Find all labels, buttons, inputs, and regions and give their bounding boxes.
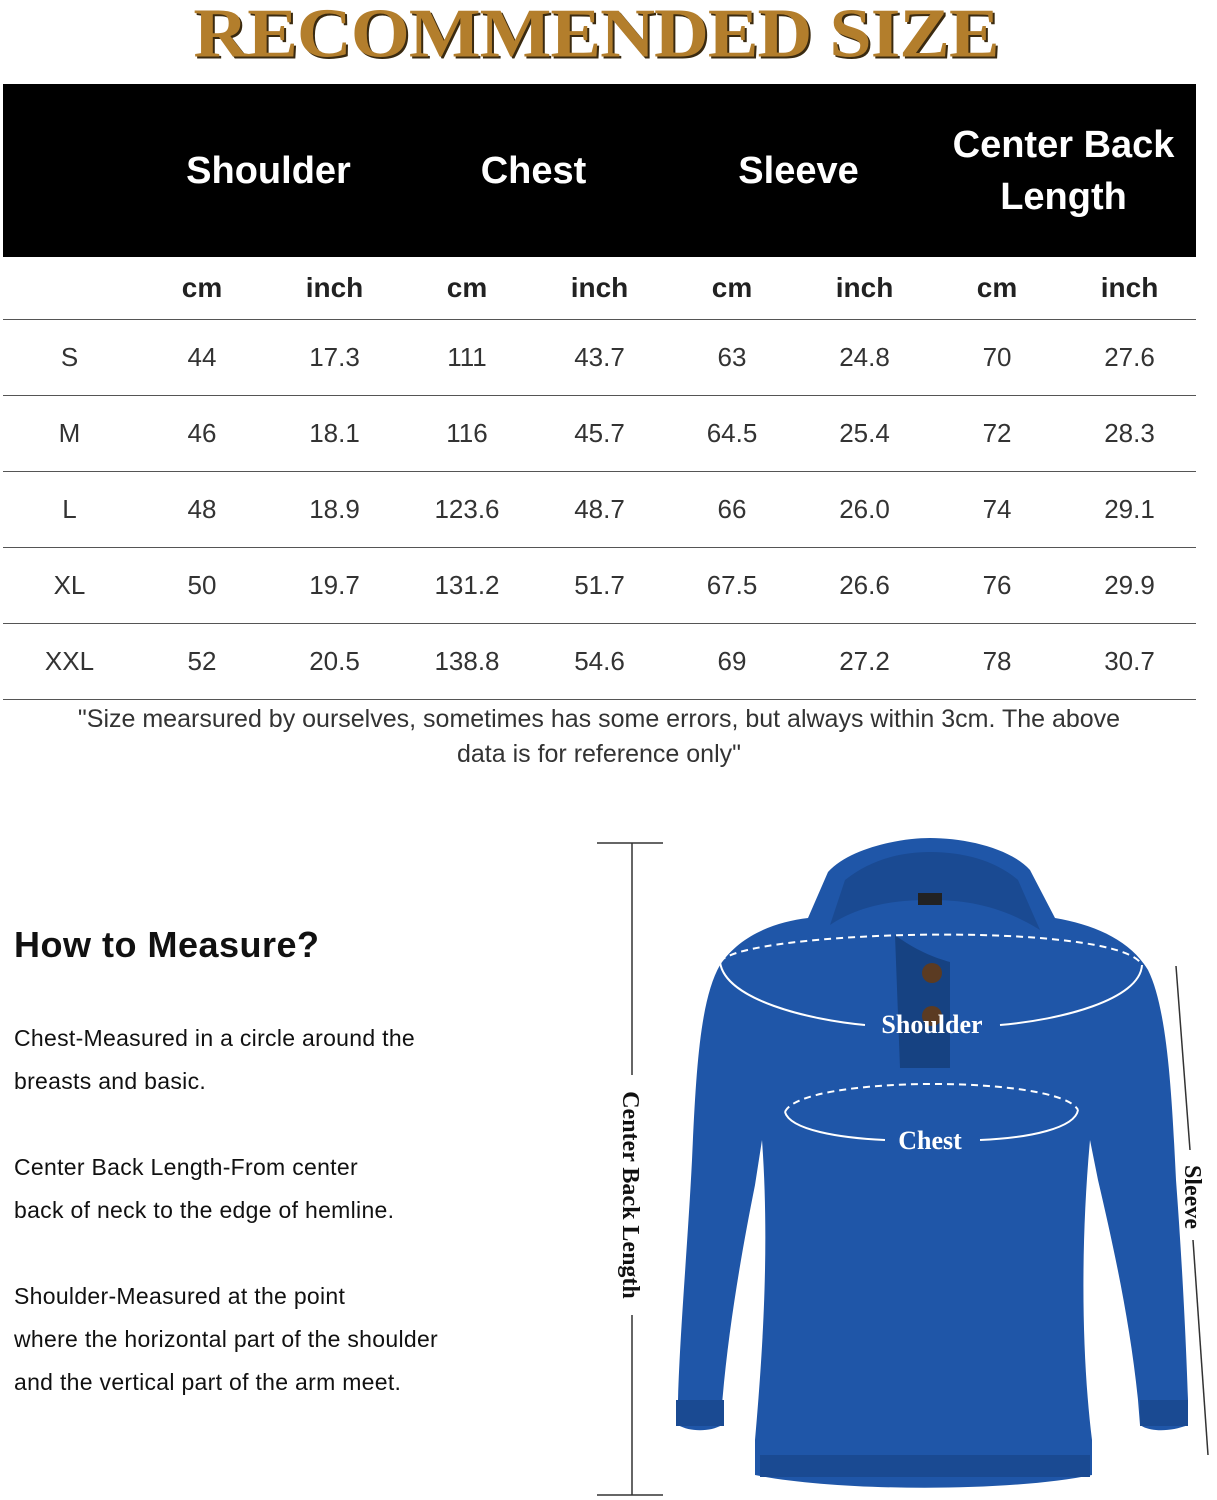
table-cell: 17.3: [268, 320, 401, 396]
header-sleeve: Sleeve: [666, 84, 931, 257]
page-title: RECOMMENDED SIZE: [193, 0, 999, 73]
header-chest: Chest: [401, 84, 666, 257]
table-cell: 66: [666, 472, 798, 548]
header-shoulder: Shoulder: [136, 84, 401, 257]
unit-cell: inch: [268, 257, 401, 320]
table-cell: 46: [136, 396, 268, 472]
instruction-line: and the vertical part of the arm meet.: [14, 1369, 402, 1395]
table-cell: 69: [666, 624, 798, 700]
table-cell: 116: [401, 396, 533, 472]
unit-empty: [3, 257, 136, 320]
table-cell: 50: [136, 548, 268, 624]
table-cell: 48: [136, 472, 268, 548]
table-cell: 54.6: [533, 624, 666, 700]
table-cell: 30.7: [1063, 624, 1196, 700]
header-center-back-length: Center Back Length: [931, 84, 1196, 257]
table-row: [3, 472, 1196, 548]
header-empty: [3, 84, 136, 257]
table-cell: 111: [401, 320, 533, 396]
size-label: S: [3, 320, 136, 396]
instruction-line: where the horizontal part of the shoulder: [14, 1326, 438, 1352]
size-label: L: [3, 472, 136, 548]
table-cell: 74: [931, 472, 1063, 548]
table-cell: 25.4: [798, 396, 931, 472]
table-cell: 29.1: [1063, 472, 1196, 548]
instruction-line: breasts and basic.: [14, 1068, 207, 1094]
table-cell: 123.6: [401, 472, 533, 548]
table-row: [3, 396, 1196, 472]
table-row: [3, 320, 1196, 396]
table-cell: 18.1: [268, 396, 401, 472]
table-cell: 44: [136, 320, 268, 396]
table-cell: 24.8: [798, 320, 931, 396]
instruction-line: Chest-Measured in a circle around the: [14, 1025, 416, 1051]
table-cell: 67.5: [666, 548, 798, 624]
table-cell: 26.6: [798, 548, 931, 624]
back-length-instructions: [14, 1146, 534, 1232]
table-cell: 27.6: [1063, 320, 1196, 396]
sleeve-label: Sleeve: [1179, 1165, 1205, 1229]
table-header-row: [3, 84, 1196, 257]
table-cell: 63: [666, 320, 798, 396]
table-cell: 45.7: [533, 396, 666, 472]
sweater-icon: [676, 838, 1188, 1488]
table-cell: 20.5: [268, 624, 401, 700]
table-cell: 27.2: [798, 624, 931, 700]
table-cell: 51.7: [533, 548, 666, 624]
table-cell: 48.7: [533, 472, 666, 548]
unit-row: [3, 257, 1196, 320]
center-back-length-label: Center Back Length: [617, 1091, 643, 1299]
table-cell: 72: [931, 396, 1063, 472]
table-row: [3, 624, 1196, 700]
chest-label: Chest: [898, 1126, 962, 1155]
size-chart-table: [3, 84, 1196, 700]
unit-cell: cm: [136, 257, 268, 320]
table-cell: 26.0: [798, 472, 931, 548]
instruction-line: Center Back Length-From center: [14, 1154, 358, 1180]
measurement-note: [0, 702, 1198, 772]
table-cell: 52: [136, 624, 268, 700]
size-label: M: [3, 396, 136, 472]
how-to-measure-title: How to Measure?: [14, 924, 320, 965]
table-cell: 138.8: [401, 624, 533, 700]
unit-cell: inch: [798, 257, 931, 320]
table-cell: 19.7: [268, 548, 401, 624]
chest-instructions: [14, 1017, 534, 1103]
table-cell: 18.9: [268, 472, 401, 548]
table-cell: 28.3: [1063, 396, 1196, 472]
size-label: XXL: [3, 624, 136, 700]
unit-cell: cm: [401, 257, 533, 320]
shoulder-instructions: [14, 1275, 534, 1404]
table-cell: 70: [931, 320, 1063, 396]
unit-cell: inch: [1063, 257, 1196, 320]
size-label: XL: [3, 548, 136, 624]
unit-cell: cm: [931, 257, 1063, 320]
unit-cell: inch: [533, 257, 666, 320]
table-cell: 78: [931, 624, 1063, 700]
table-cell: 29.9: [1063, 548, 1196, 624]
table-row: [3, 548, 1196, 624]
table-cell: 131.2: [401, 548, 533, 624]
sweater-measurement-diagram: [585, 830, 1217, 1500]
note-line: "Size mearsured by ourselves, sometimes has some errors, but always within 3cm. The above: [77, 705, 1121, 733]
table-cell: 64.5: [666, 396, 798, 472]
shoulder-label: Shoulder: [881, 1010, 983, 1039]
table-cell: 76: [931, 548, 1063, 624]
instruction-line: back of neck to the edge of hemline.: [14, 1197, 395, 1223]
note-line: data is for reference only": [456, 740, 742, 768]
instruction-line: Shoulder-Measured at the point: [14, 1283, 346, 1309]
unit-cell: cm: [666, 257, 798, 320]
table-cell: 43.7: [533, 320, 666, 396]
